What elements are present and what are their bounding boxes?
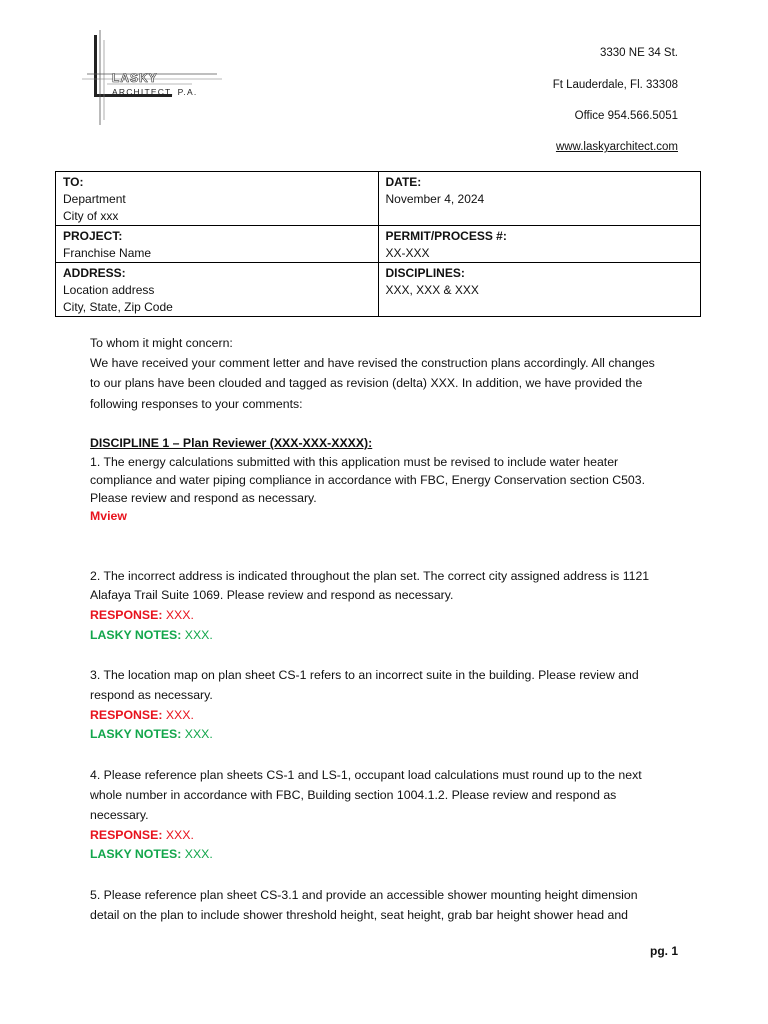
comment3-line-1: 3. The location map on plan sheet CS-1 refers to an incorrect suite in the building. Please review and (90, 668, 639, 682)
response-label: RESPONSE: (90, 828, 163, 842)
response-value: XXX. (165, 708, 194, 722)
comment1-line-2: compliance and water piping compliance in accordance with FBC, Energy Conservation section C503. (90, 473, 646, 487)
response-value: XXX. (165, 608, 194, 622)
website-link[interactable]: www.laskyarchitect.com (555, 141, 678, 153)
discipline-heading: DISCIPLINE 1 – Plan Reviewer (XXX-XXX-XXXX): (90, 436, 373, 450)
notes-label: LASKY NOTES: (90, 847, 182, 861)
address-line2: City, State, Zip Code (63, 300, 173, 314)
comment3-line-2: respond as necessary. (90, 688, 213, 702)
comment4-notes (90, 847, 213, 861)
date-cell (378, 172, 701, 226)
address-cell (56, 263, 379, 317)
response-value: XXX. (165, 828, 194, 842)
address-street: 3330 NE 34 St. (600, 47, 678, 59)
response-label: RESPONSE: (90, 608, 163, 622)
disciplines-value: XXX, XXX & XXX (385, 283, 479, 297)
date-value: November 4, 2024 (385, 192, 485, 206)
response-label: RESPONSE: (90, 708, 163, 722)
project-label: PROJECT: (63, 229, 123, 243)
comment3-notes (90, 727, 213, 741)
notes-label: LASKY NOTES: (90, 727, 182, 741)
to-label: TO: (63, 175, 84, 189)
page-number: pg. 1 (649, 944, 678, 958)
office-phone: Office 954.566.5051 (574, 110, 678, 122)
to-line2: City of xxx (63, 209, 119, 223)
notes-value: XXX. (184, 628, 213, 642)
comment5-line-1: 5. Please reference plan sheet CS-3.1 and provide an accessible shower mounting height dimension (90, 888, 638, 902)
notes-value: XXX. (184, 847, 213, 861)
comment4-line-1: 4. Please reference plan sheets CS-1 and LS-1, occupant load calculations must round up to the next (90, 768, 642, 782)
comment4-line-2: whole number in accordance with FBC, Building section 1004.1.2. Please review and respond as (90, 788, 617, 802)
permit-label: PERMIT/PROCESS #: (385, 229, 507, 243)
project-info-table (55, 171, 701, 317)
comment1-line-3: Please review and respond as necessary. (90, 491, 317, 505)
disciplines-label: DISCIPLINES: (385, 266, 465, 280)
comment3-response (90, 708, 194, 722)
intro-line-2: to our plans have been clouded and tagged as revision (delta) XXX. In addition, we have provided the (90, 376, 643, 390)
intro-line-3: following responses to your comments: (90, 397, 303, 411)
project-value: Franchise Name (63, 246, 152, 260)
logo-word-architect: ARCHITECT, P.A. (112, 87, 198, 97)
greeting: To whom it might concern: (90, 336, 233, 350)
comment4-line-3: necessary. (90, 808, 149, 822)
to-cell (56, 172, 379, 226)
project-cell (56, 226, 379, 263)
comment2-notes (90, 628, 213, 642)
comment2-line-1: 2. The incorrect address is indicated throughout the plan set. The correct city assigned address is 1121 (90, 569, 650, 583)
date-label: DATE: (385, 175, 422, 189)
logo-word-lasky: LASKY (112, 71, 158, 85)
comment1-line-1: 1. The energy calculations submitted with this application must be revised to include water heater (90, 455, 619, 469)
comment2-response (90, 608, 194, 622)
notes-value: XXX. (184, 727, 213, 741)
address-city: Ft Lauderdale, Fl. 33308 (552, 79, 678, 91)
comment4-response (90, 828, 194, 842)
intro-line-1: We have received your comment letter and have revised the construction plans accordingly. All changes (90, 356, 655, 370)
comment5-line-2: detail on the plan to include shower threshold height, seat height, grab bar height shower head and (90, 908, 629, 922)
comment1-note: Mview (90, 509, 127, 523)
to-line1: Department (63, 192, 126, 206)
disciplines-cell (378, 263, 701, 317)
address-label: ADDRESS: (63, 266, 126, 280)
permit-cell (378, 226, 701, 263)
notes-label: LASKY NOTES: (90, 628, 182, 642)
comment2-line-2: Alafaya Trail Suite 1069. Please review and respond as necessary. (90, 588, 454, 602)
permit-value: XX-XXX (385, 246, 430, 260)
company-logo (82, 30, 232, 125)
address-line1: Location address (63, 283, 155, 297)
